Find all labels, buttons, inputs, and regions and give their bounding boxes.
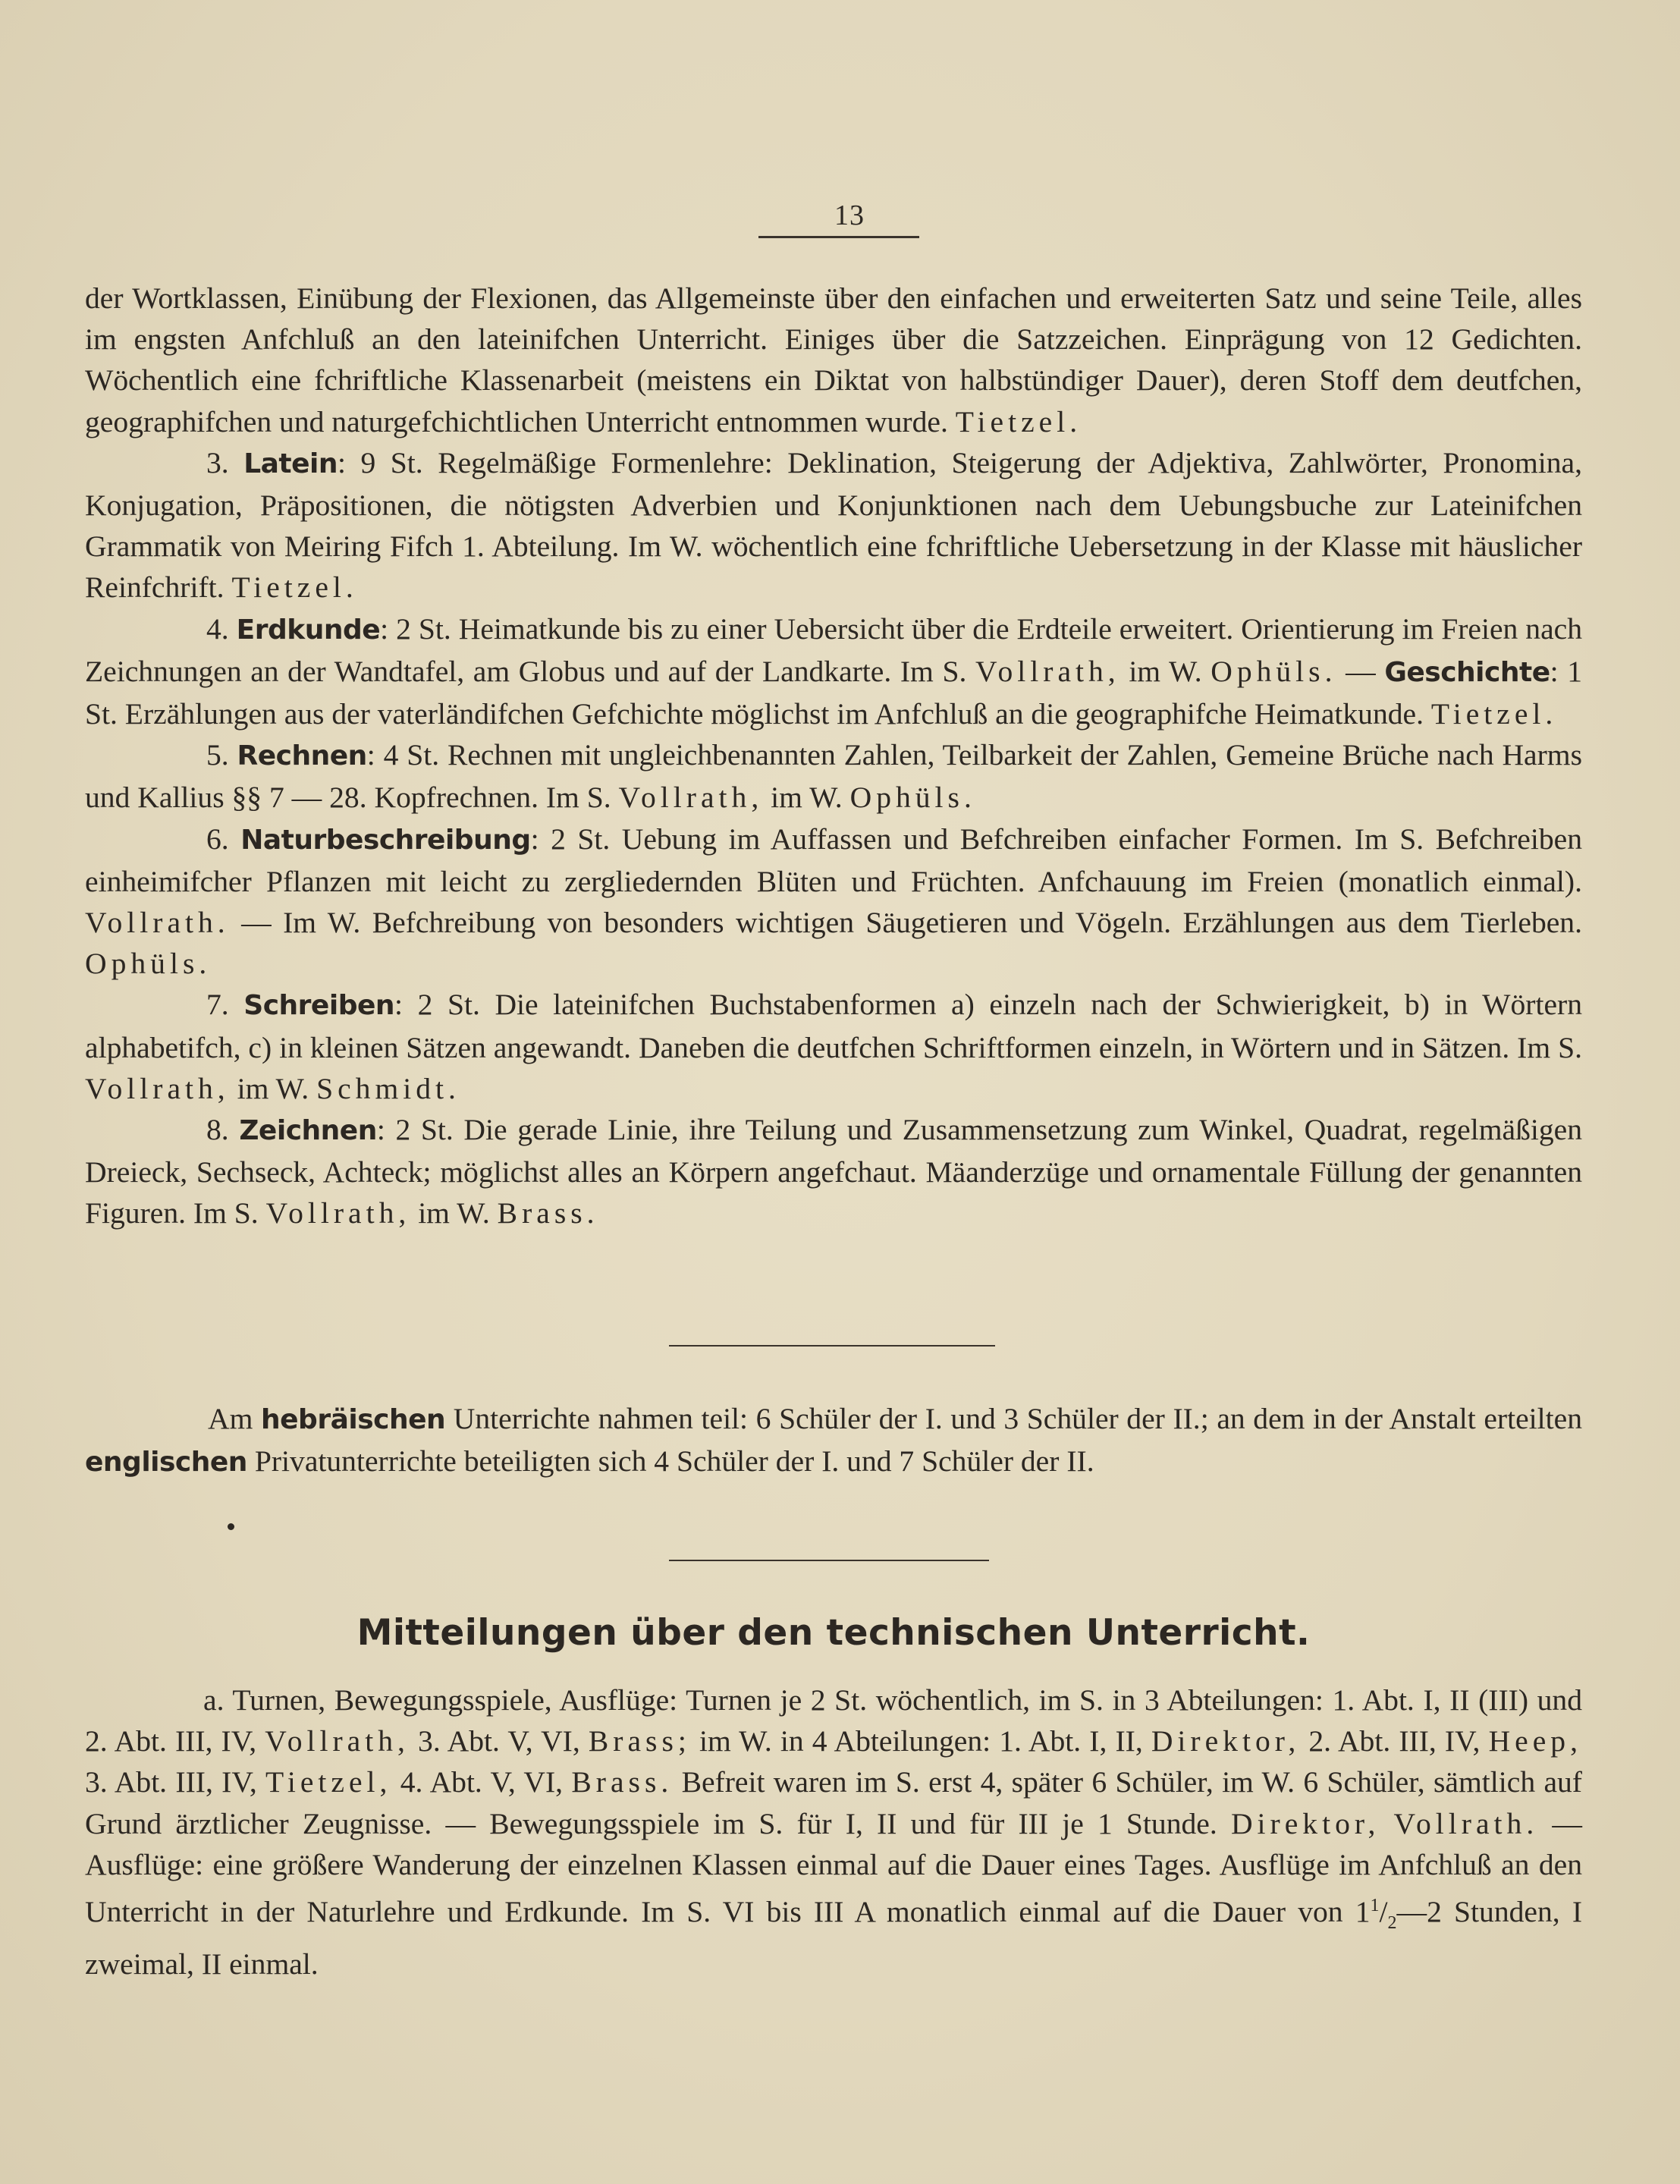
subject-hebraeisch: hebräischen xyxy=(261,1404,446,1435)
subjects-section xyxy=(85,278,1582,1234)
paragraph-latein: 3. Latein: 9 St. Regelmäßige Formenlehre: Deklination, Steigerung der Adjektiva, Zahlwörter, Pronomina, Konjugation, Präpositionen, die nötigsten Adverbien und Konjunktionen nach dem Uebungsbuche zur Lateinifchen Grammatik von Meiring Fifch 1. Abteilung. Im W. wöchentlich eine fchriftliche Uebersetzung in der Klasse mit häuslicher Reinfchrift. Tietzel. xyxy=(85,445,1582,605)
subject-erdkunde: Erdkunde xyxy=(236,614,381,646)
divider-rule-2 xyxy=(669,1560,989,1561)
paragraph-zeichnen: 8. Zeichnen: 2 St. Die gerade Linie, ihre Teilung und Zusammensetzung zum Winkel, Quadrat, regelmäßigen Dreieck, Sechseck, Achteck; möglichst alles an Körpern angefchaut. Mäanderzüge und ornamentale Füllung der genannten Figuren. Im S. Vollrath, im W. Brass. xyxy=(85,1113,1582,1230)
paragraph-schreiben: 7. Schreiben: 2 St. Die lateinifchen Buchstabenformen a) einzeln nach der Schwierigkeit, b) in Wörtern alphabetifch, c) in kleinen Sätzen angewandt. Daneben die deutfchen Schriftformen einzeln, in Wörtern und in Sätzen. Im S. Vollrath, im W. Schmidt. xyxy=(85,988,1582,1105)
ink-dot xyxy=(228,1523,234,1530)
fraction: $1^1/_2$ xyxy=(1355,1895,1397,1934)
paragraph-turnen: a. Turnen, Bewegungsspiele, Ausflüge: Turnen je 2 St. wöchentlich, im S. in 3 Abteilungen: 1. Abt. I, II (III) und 2. Abt. III, IV, Vollrath, 3. Abt. V, VI, Brass; im W. in 4 Abteilungen: 1. Abt. I, II, Direktor, 2. Abt. III, IV, Heep, 3. Abt. III, IV, Tietzel, 4. Abt. V, VI, Brass. Befreit waren im S. erst 4, später 6 Schüler, im W. 6 Schüler, sämtlich auf Grund ärztlicher Zeugnisse. — Bewegungsspiele im S. für I, II und für III je 1 Stunde. Direktor, Vollrath. — Ausflüge: eine größere Wanderung der einzelnen Klassen einmal auf die Dauer eines Tages. Ausflüge im Anfchluß an den Unterricht in der Naturlehre und Erdkunde. Im S. VI bis III A monatlich einmal auf die Dauer von $1^1/_2—2$ Stunden, I zweimal, II einmal. xyxy=(85,1683,1582,1981)
subject-latein: Latein xyxy=(243,448,338,479)
page-number: 13 xyxy=(834,200,865,231)
subject-geschichte: Geschichte xyxy=(1384,656,1550,688)
paragraph-rechnen: 5. Rechnen: 4 St. Rechnen mit ungleichbenannten Zahlen, Teilbarkeit der Zahlen, Gemeine Brüche nach Harms und Kallius §§ 7 — 28. Kopfrechnen. Im S. Vollrath, im W. Ophüls. xyxy=(85,738,1582,815)
section-heading: Mitteilungen über den technischen Unterricht. xyxy=(356,1612,1311,1654)
paragraph-languages: Am hebräischen Unterrichte nahmen teil: 6 Schüler der I. und 3 Schüler der II.; an dem in der Anstalt erteilten englischen Privatunterrichte beteiligten sich 4 Schüler der I. und 7 Schüler der II. xyxy=(85,1402,1582,1479)
language-section xyxy=(85,1398,1582,1483)
subject-naturbeschreibung: Naturbeschreibung xyxy=(240,824,531,856)
paragraph-erdkunde: 4. Erdkunde: 2 St. Heimatkunde bis zu einer Uebersicht über die Erdteile erweitert. Orientierung im Freien nach Zeichnungen an der Wandtafel, am Globus und auf der Landkarte. Im S. Vollrath, im W. Ophüls. — Geschichte: 1 St. Erzählungen aus der vaterländifchen Gefchichte möglichst im Anfchluß an die geographifche Heimatkunde. Tietzel. xyxy=(85,611,1583,731)
technical-section xyxy=(85,1680,1582,1985)
paragraph-naturbeschreibung: 6. Naturbeschreibung: 2 St. Uebung im Auffassen und Befchreiben einfacher Formen. Im S. Befchreiben einheimifcher Pflanzen mit leicht zu zergliedernden Blüten und Früchten. Anfchauung im Freien (monatlich einmal). Vollrath. — Im W. Befchreibung von besonders wichtigen Säugetieren und Vögeln. Erzählungen aus dem Tierleben. Ophüls. xyxy=(85,822,1583,981)
paragraph-deutsch: der Wortklassen, Einübung der Flexionen, das Allgemeinste über den einfachen und erweiterten Satz und seine Teile, alles im engsten Anfchluß an den lateinifchen Unterricht. Einiges über die Satzzeichen. Einprägung von 12 Gedichten. Wöchentlich eine fchriftliche Klassenarbeit (meistens ein Diktat von halbstündiger Dauer), deren Stoff dem deutfchen, geographifchen und naturgefchichtlichen Unterricht entnommen wurde. Tietzel. xyxy=(85,281,1582,438)
subject-schreiben: Schreiben xyxy=(243,990,395,1022)
page-number-rule xyxy=(758,236,919,238)
subject-zeichnen: Zeichnen xyxy=(239,1115,377,1147)
subject-rechnen: Rechnen xyxy=(237,740,367,772)
divider-rule-1 xyxy=(669,1345,995,1347)
subject-englisch: englischen xyxy=(85,1447,247,1479)
